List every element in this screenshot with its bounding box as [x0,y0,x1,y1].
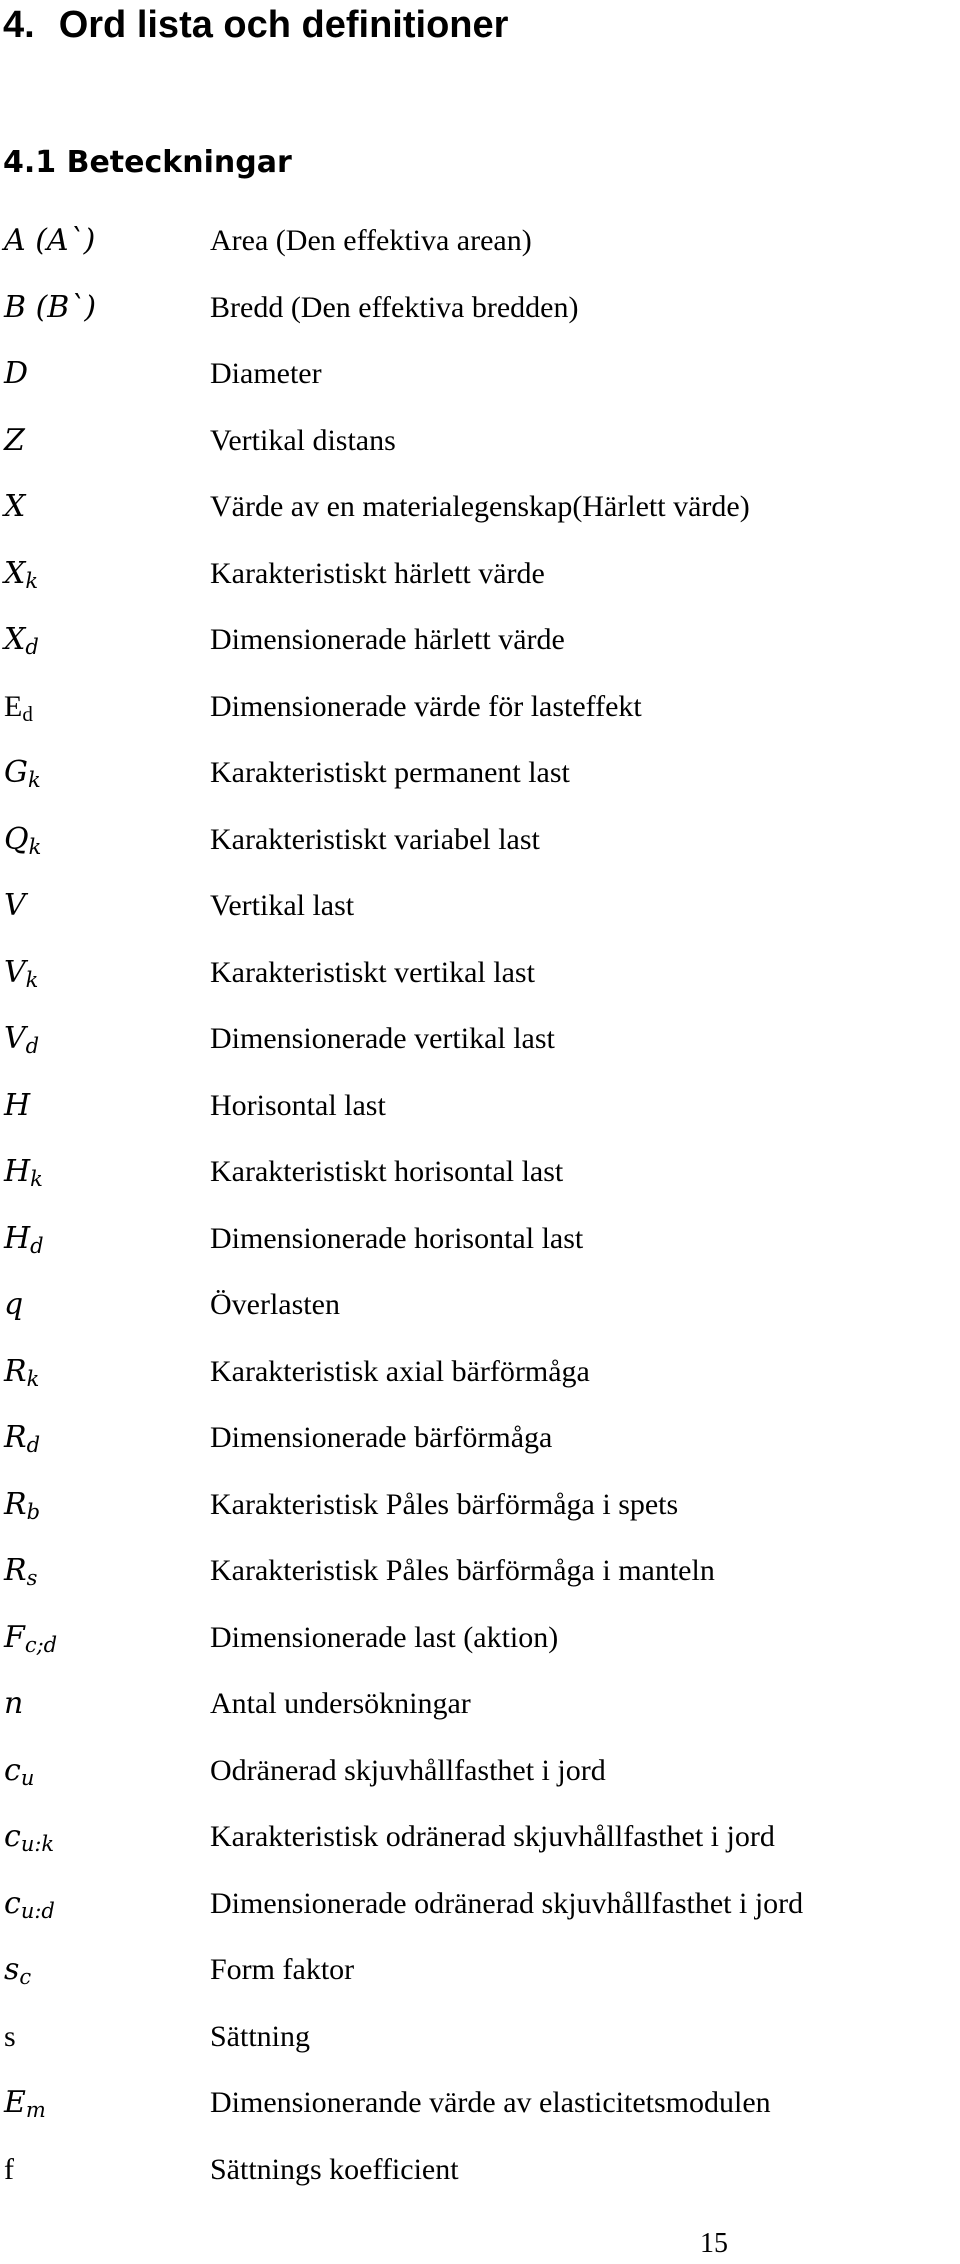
term-definition: Karakteristiskt horisontal last [210,1155,564,1188]
symbol-base: V [4,888,26,923]
term-definition: Sättnings koefficient [210,2152,459,2186]
definition-row [0,815,960,865]
symbol-base: G [4,755,28,790]
term-symbol [4,1879,55,1929]
symbol-base: c [4,1752,21,1788]
term-symbol [4,1081,30,1131]
definition-row [0,2145,960,2195]
term-symbol [4,948,38,998]
definition-row [0,1214,960,1264]
definition-row [0,2078,960,2128]
symbol-base: R [4,1420,27,1455]
term-symbol [4,283,96,333]
definition-row [0,1413,960,1463]
term-symbol [4,1347,39,1397]
term-symbol [4,615,39,665]
term-symbol [4,1480,40,1530]
symbol-subscript: u [20,1765,35,1790]
term-definition: Karakteristiskt härlett värde [210,556,545,590]
symbol-subscript: d [30,1233,44,1258]
definition-row [0,1347,960,1397]
term-definition: Odränerad skjuvhållfasthet i jord [210,1753,606,1787]
term-symbol [4,1014,39,1064]
definition-row [0,615,960,665]
term-definition: Dimensionerade härlett värde [210,623,565,656]
term-definition: Karakteristisk axial bärförmåga [210,1354,590,1388]
symbol-subscript: b [26,1499,41,1524]
symbol-subscript: c;d [24,1632,58,1657]
term-definition: Dimensionerade horisontal last [210,1221,584,1255]
symbol-subscript: u:k [20,1832,55,1856]
term-symbol [4,1147,43,1197]
term-symbol [4,1546,37,1596]
term-symbol [4,216,95,266]
symbol-subscript: d [26,1433,41,1457]
symbol-base: X [4,489,26,524]
definition-row [0,1147,960,1197]
term-symbol [4,349,28,399]
definition-row [0,1480,960,1530]
term-symbol [4,815,41,865]
term-symbol [4,2078,46,2128]
term-symbol [4,1812,54,1862]
symbol-base: s [4,1952,20,1987]
symbol-base: R [4,1353,27,1389]
term-symbol [4,881,26,931]
term-symbol [4,2012,16,2062]
term-definition: Bredd (Den effektiva bredden) [210,290,579,324]
definition-row [0,682,960,732]
term-symbol [4,1613,57,1663]
symbol-base: A (A`) [4,223,96,258]
symbol-base: q [4,1287,24,1322]
definition-row [0,2012,960,2062]
term-definition: Karakteristiskt vertikal last [210,955,535,989]
symbol-subscript: u:d [20,1898,55,1923]
symbol-subscript: d [25,1034,40,1058]
symbol-base: E [4,2085,26,2120]
definition-row [0,748,960,798]
symbol-subscript: s [26,1566,38,1590]
symbol-base: V [4,954,26,990]
page-number: 15 [700,2228,728,2259]
definition-row [0,1945,960,1995]
symbol-subscript: k [25,967,39,992]
term-symbol [4,1280,23,1330]
definition-row [0,1679,960,1729]
symbol-subscript: d [25,635,39,659]
section-number: 4. [3,4,35,46]
symbol-subscript: m [25,2098,46,2122]
section-title: Ord lista och definitioner [58,4,509,46]
term-definition: Form faktor [210,1953,355,1986]
symbol-base: H [4,1154,31,1189]
term-symbol [4,1413,40,1463]
term-definition: Dimensionerade vertikal last [210,1022,555,1055]
term-definition: Vertikal distans [210,423,396,457]
symbol-subscript: k [30,1167,43,1191]
definition-row [0,1812,960,1862]
definition-row [0,1746,960,1796]
definition-row [0,283,960,333]
section-heading [3,0,508,50]
definition-row [0,1613,960,1663]
symbol-base: Z [4,422,25,458]
term-symbol [4,2145,14,2195]
symbol-subscript: k [26,1366,40,1391]
term-definition: Sättning [210,2019,311,2053]
term-definition: Vertikal last [210,889,355,922]
symbol-base: c [4,1885,21,1921]
term-definition: Karakteristisk Påles bärförmåga i spets [210,1487,679,1521]
symbol-base: c [4,1819,21,1854]
term-definition: Horisontal last [210,1088,386,1122]
symbol-base: H [4,1220,31,1256]
symbol-base: R [4,1486,27,1522]
symbol-subscript: k [28,834,42,859]
symbol-base: B (B`) [4,289,97,325]
definition-row [0,1879,960,1929]
symbol-base: F [4,1619,25,1655]
definition-row [0,549,960,599]
term-symbol [4,1679,23,1729]
term-definition: Karakteristisk Påles bärförmåga i manteln [210,1554,715,1587]
symbol-base: Q [4,821,29,857]
definition-row [0,881,960,931]
term-definition: Karakteristisk odränerad skjuvhållfasthet i jord [210,1820,775,1853]
symbol-base: E [4,689,23,723]
definition-row [0,482,960,532]
term-symbol [4,748,41,798]
symbol-subscript: k [27,768,41,792]
symbol-base: V [4,1021,26,1056]
term-definition: Dimensionerade bärförmåga [210,1421,553,1454]
term-symbol [4,482,25,532]
symbol-base: f [4,2152,14,2186]
symbol-base: n [4,1686,24,1721]
term-definition: Dimensionerade last (aktion) [210,1620,559,1654]
term-definition: Dimensionerade värde för lasteffekt [210,689,642,723]
term-symbol [4,1746,34,1796]
term-definition: Överlasten [210,1288,340,1321]
subsection-heading: 4.1 Beteckningar [3,145,292,180]
definition-row [0,1014,960,1064]
symbol-base: s [4,2019,16,2053]
term-definition: Karakteristiskt permanent last [210,756,570,789]
definition-row [0,216,960,266]
symbol-base: H [4,1087,31,1123]
definition-row [0,1280,960,1330]
term-definition: Värde av en materialegenskap(Härlett värde) [210,490,750,523]
term-symbol [4,1214,44,1264]
term-definition: Karakteristiskt variabel last [210,822,540,856]
symbol-subscript: d [22,701,33,726]
symbol-base: D [4,356,29,391]
definition-row [0,1081,960,1131]
term-definition: Dimensionerande värde av elasticitetsmodulen [210,2086,771,2119]
symbol-base: X [4,555,26,591]
term-symbol [4,682,33,732]
term-definition: Diameter [210,357,322,390]
definition-row [0,349,960,399]
definition-row [0,1546,960,1596]
term-definition: Dimensionerade odränerad skjuvhållfasthet i jord [210,1886,804,1920]
symbol-subscript: k [25,568,39,593]
term-definition: Area (Den effektiva arean) [210,224,532,257]
symbol-subscript: c [19,1965,32,1989]
definition-row [0,948,960,998]
term-symbol [4,416,25,466]
symbol-base: X [4,622,26,657]
term-definition: Antal undersökningar [210,1687,471,1720]
definition-row [0,416,960,466]
term-symbol [4,549,38,599]
symbol-base: R [4,1553,27,1588]
term-symbol [4,1945,31,1995]
